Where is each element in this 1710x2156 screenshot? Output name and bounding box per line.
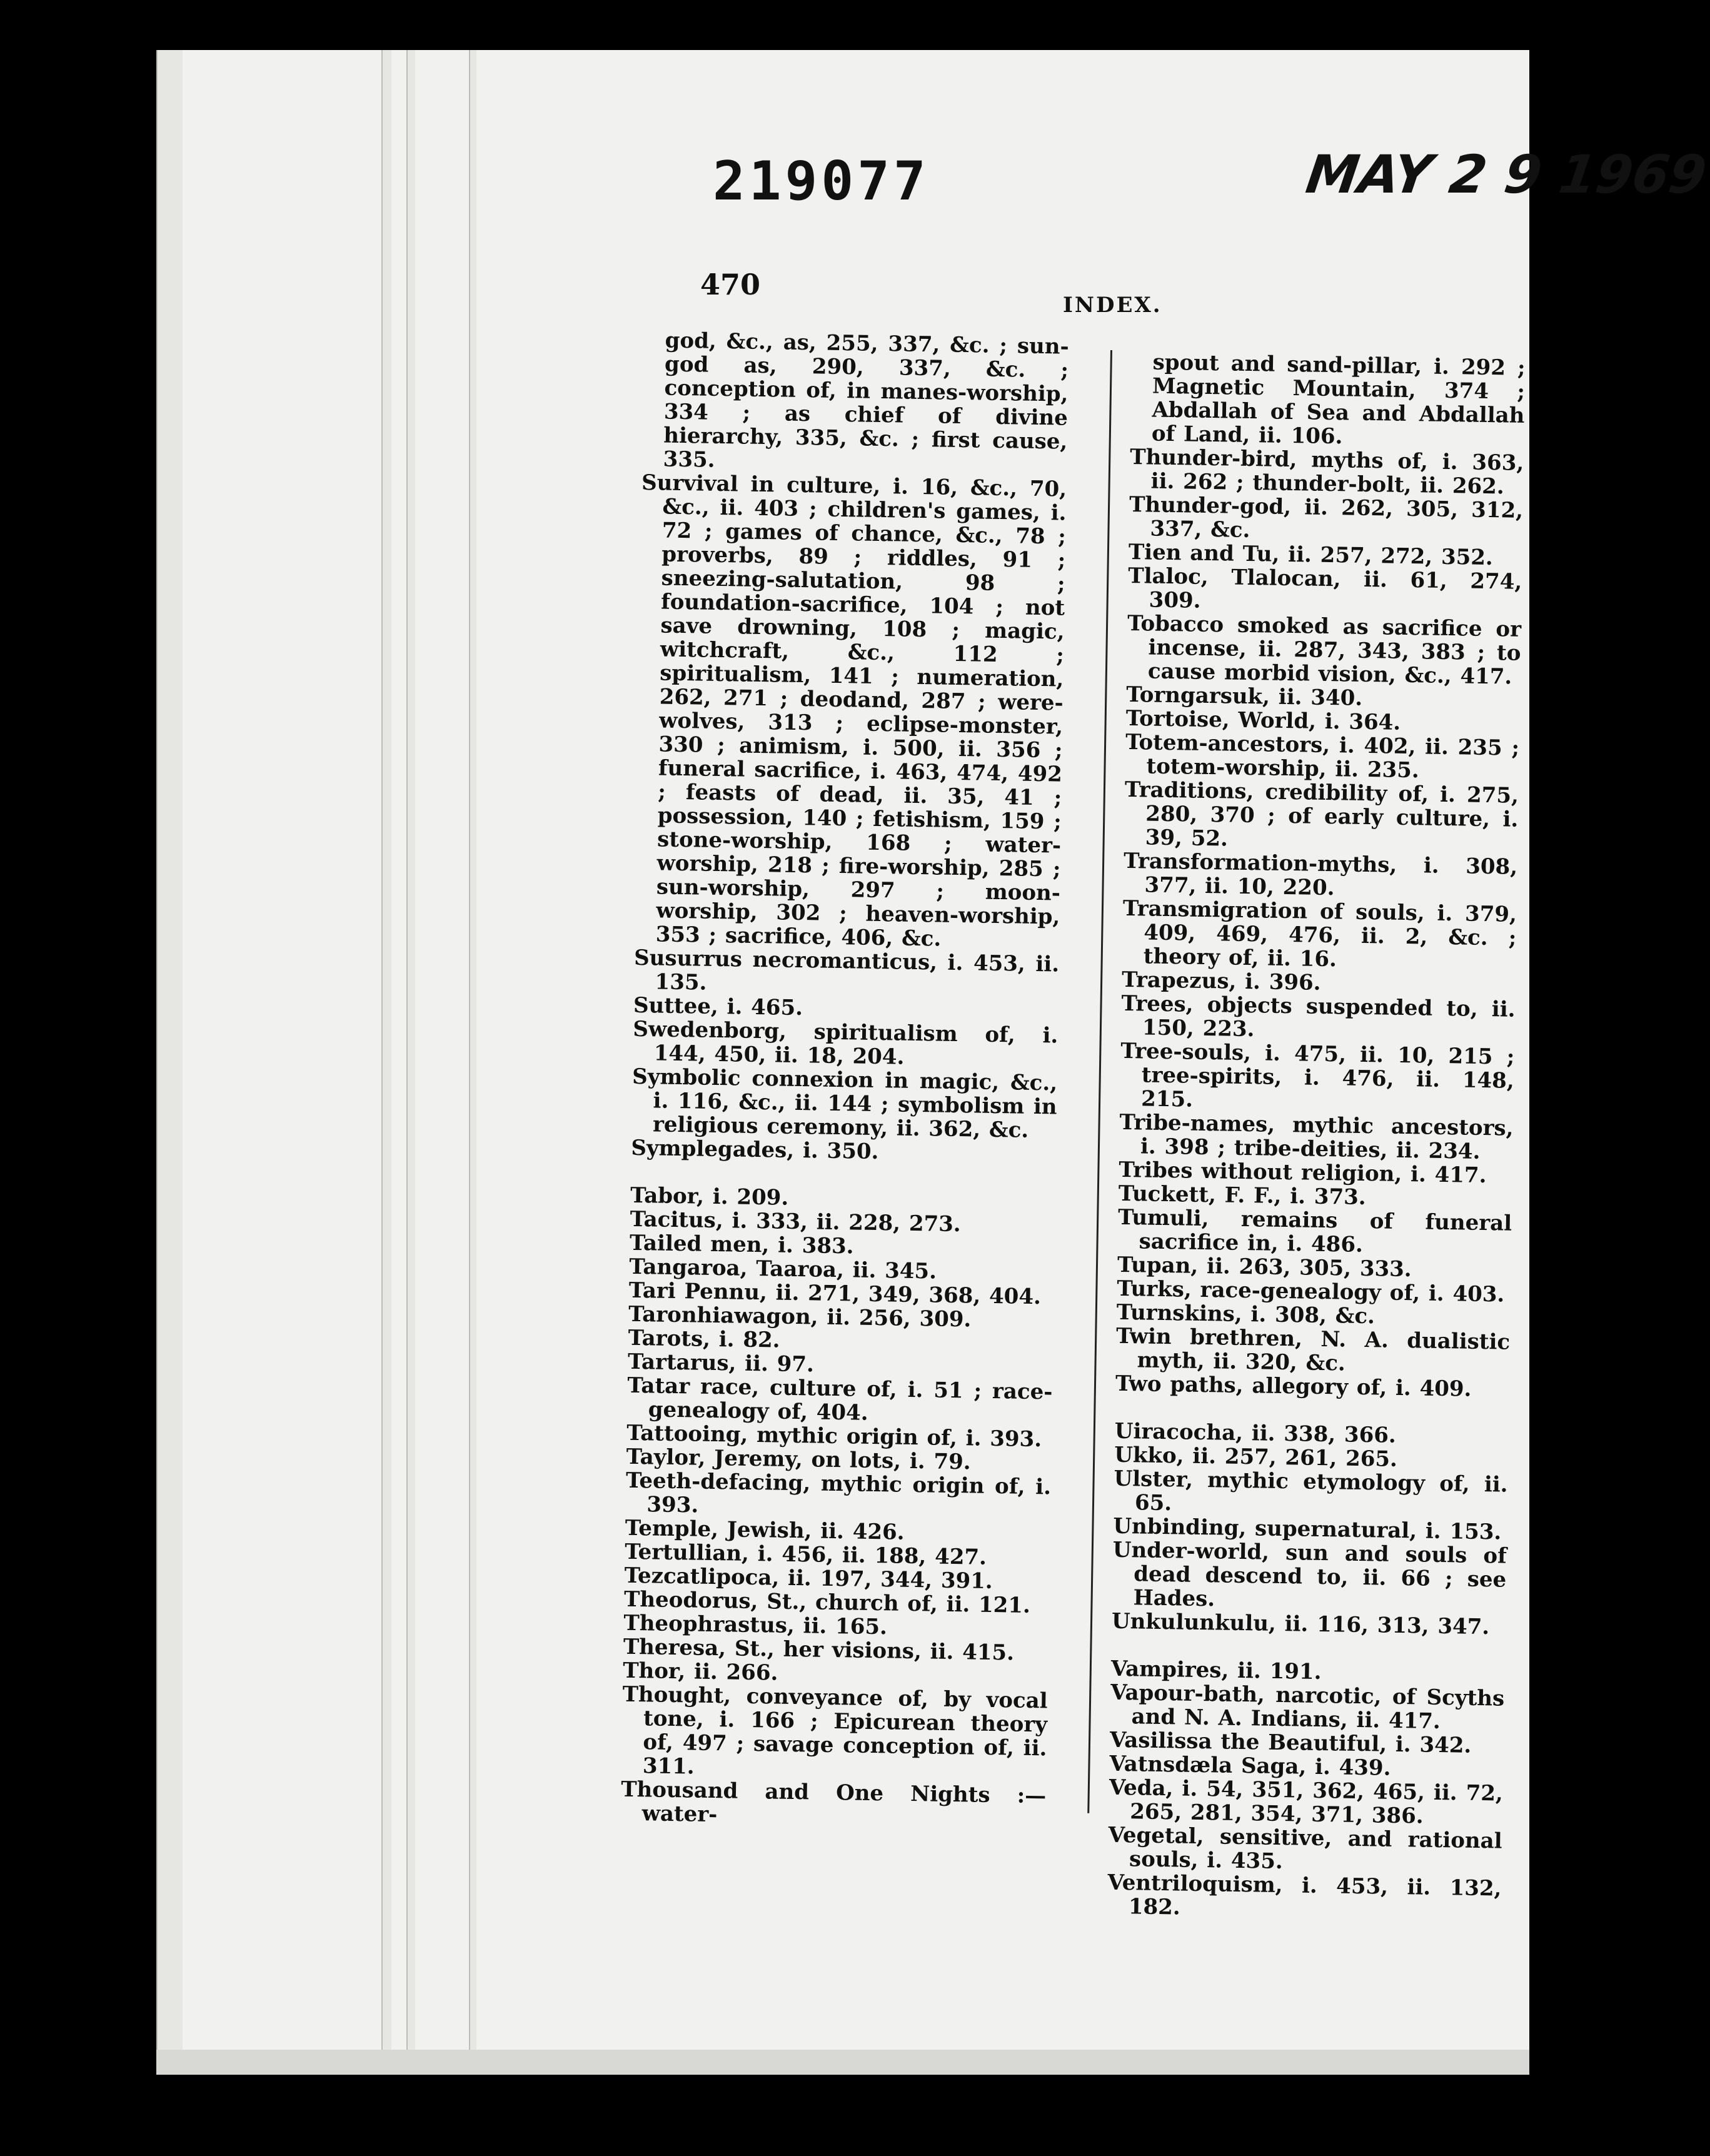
index-entry: Ventriloquism, i. 453, ii. 132, 182. (1107, 1870, 1502, 1920)
index-entry: Two paths, allegory of, i. 409. (1115, 1371, 1472, 1402)
index-entry: Unbinding, supernatural, i. 153. (1113, 1513, 1502, 1545)
index-entry: Unkulunkulu, ii. 116, 313, 347. (1111, 1608, 1490, 1640)
index-entry: Tattooing, mythic origin of, i. 393. (626, 1420, 1042, 1453)
index-entry: Theodorus, St., church of, ii. 121. (623, 1586, 1031, 1618)
index-entry: god, &c., as, 255, 337, &c. ; sun-god as, 290, 337, &c. ; conception of, in manes-worship, 334 ; as chief of divine hierarchy, 335, &c. ; first cause, 335. (663, 328, 1069, 473)
index-entry: Ukko, ii. 257, 261, 265. (1114, 1442, 1398, 1472)
index-entry: Ulster, mythic etymology of, ii. 65. (1114, 1466, 1508, 1516)
index-entry: Symplegades, i. 350. (631, 1135, 879, 1165)
index-entry: Tobacco smoked as sacrifice or incense, ii. 287, 343, 383 ; to cause morbid vision, &c., 417. (1127, 610, 1522, 690)
index-entry: Thunder-bird, myths of, i. 363, ii. 262 ; thunder-bolt, ii. 262. (1129, 444, 1524, 500)
index-entry: Survival in culture, i. 16, &c., 70, &c., ii. 403 ; children's games, i. 72 ; games of chance, &c., 78 ; proverbs, 89 ; riddles, 91 ; sneezing-salutation, 98 ; foundation-sacrifice, 104 ; not save drowning, 108 ; magic, witchcraft, &c., 112 ; spiritualism, 141 ; numeration, 262, 271 ; deodand, 287 ; were-wolves, 313 ; eclipse-monster, 330 ; animism, i. 500, ii. 356 ; funeral sacrifice, i. 463, 474, 492 ; feasts of dead, ii. 35, 41 ; possession, 140 ; fetishism, 159 ; stone-worship, 168 ; water-worship, 218 ; fire-worship, 285 ; sun-worship, 297 ; moon-worship, 302 ; heaven-worship, 353 ; sacrifice, 406, &c. (641, 470, 1067, 952)
index-entry: Under-world, sun and souls of dead descend to, ii. 66 ; see Hades. (1112, 1537, 1507, 1612)
index-entry: Veda, i. 54, 351, 362, 465, ii. 72, 265, 281, 354, 371, 386. (1109, 1775, 1504, 1829)
index-entry: spout and sand-pillar, i. 292 ; Magnetic Mountain, 374 ; Abdallah of Sea and Abdallah of Land, ii. 106. (1151, 350, 1526, 450)
index-entry: Tuckett, F. F., i. 373. (1118, 1181, 1366, 1211)
page-edge (381, 50, 391, 2070)
page-bottom-edge (156, 2050, 1529, 2075)
index-entry: Symbolic connexion in magic, &c., i. 116, &c., ii. 144 ; symbolism in religious ceremony, ii. 362, &c. (631, 1064, 1058, 1143)
index-entry: Tribe-names, mythic ancestors, i. 398 ; tribe-deities, ii. 234. (1119, 1109, 1514, 1164)
index-entry: Totem-ancestors, i. 402, ii. 235 ; totem-worship, ii. 235. (1125, 729, 1520, 783)
index-entry: Tertullian, i. 456, ii. 188, 427. (624, 1539, 987, 1570)
index-entry: Torngarsuk, ii. 340. (1126, 682, 1363, 711)
index-entry: Tabor, i. 209. (630, 1182, 789, 1211)
running-head: INDEX. (1063, 293, 1162, 318)
index-entry: Tartarus, ii. 97. (627, 1349, 815, 1378)
index-entry: Teeth-defacing, mythic origin of, i. 393. (625, 1468, 1052, 1518)
index-entry: Tarots, i. 82. (628, 1325, 780, 1353)
index-entry: Transmigration of souls, i. 379, 409, 469, 476, ii. 2, &c. ; theory of, ii. 16. (1122, 895, 1517, 972)
index-entry: Thought, conveyance of, by vocal tone, i. 166 ; Epicurean theory of, 497 ; savage conception of, ii. 311. (622, 1681, 1048, 1780)
index-entry: Theophrastus, ii. 165. (623, 1610, 888, 1640)
index-entry: Vegetal, sensitive, and rational souls, i. 435. (1108, 1822, 1502, 1875)
index-entry: Trees, objects suspended to, ii. 150, 223. (1121, 990, 1516, 1042)
index-entry: Tortoise, World, i. 364. (1125, 705, 1401, 735)
date-stamp: MAY 2 9 1969 (1302, 144, 1710, 205)
index-entry: Tatar race, culture of, i. 51 ; race-genealogy of, 404. (627, 1373, 1053, 1426)
accession-number-stamp: 219077 (713, 150, 930, 213)
index-entry: Vasilissa the Beautiful, i. 342. (1109, 1727, 1472, 1758)
index-entry: Tangaroa, Taaroa, ii. 345. (629, 1254, 937, 1284)
index-entry: Tacitus, i. 333, ii. 228, 273. (630, 1206, 962, 1237)
index-entry: Trapezus, i. 396. (1121, 967, 1321, 995)
page-edge (469, 50, 476, 2070)
index-entry: Tribes without religion, i. 417. (1119, 1157, 1487, 1189)
index-entry: Turks, race-genealogy of, i. 403. (1117, 1276, 1505, 1307)
index-entry: Tien and Tu, ii. 257, 272, 352. (1128, 539, 1494, 571)
index-entry: Uiracocha, ii. 338, 366. (1114, 1418, 1397, 1448)
index-column-right (1107, 350, 1526, 1925)
index-entry: Transformation-myths, i. 308, 377, ii. 10, 220. (1123, 848, 1518, 901)
index-entry: Tupan, ii. 263, 305, 333. (1117, 1252, 1412, 1282)
index-entry: Swedenborg, spiritualism of, i. 144, 450, ii. 18, 204. (633, 1016, 1059, 1070)
index-entry: Susurrus necromanticus, i. 453, ii. 135. (633, 945, 1060, 995)
index-entry: Tezcatlipoca, ii. 197, 344, 391. (624, 1563, 993, 1594)
index-entry: Thunder-god, ii. 262, 305, 312, 337, &c. (1129, 491, 1524, 543)
index-entry: Turnskins, i. 308, &c. (1116, 1299, 1376, 1329)
index-entry: Thousand and One Nights :—water- (620, 1776, 1047, 1828)
index-entry: Twin brethren, N. A. dualistic myth, ii. 320, &c. (1115, 1323, 1511, 1376)
page-edge (406, 50, 415, 2070)
index-entry: Vampires, ii. 191. (1110, 1656, 1322, 1685)
index-entry: Vapour-bath, narcotic, of Scyths and N. A. Indians, ii. 417. (1110, 1680, 1505, 1735)
index-entry: Taylor, Jeremy, on lots, i. 79. (626, 1444, 971, 1475)
index-entry: Suttee, i. 465. (633, 992, 803, 1021)
index-entry: Tailed men, i. 383. (629, 1230, 854, 1259)
page-number: 470 (700, 268, 761, 301)
index-entry: Tree-souls, i. 475, ii. 10, 215 ; tree-spirits, i. 476, ii. 148, 215. (1120, 1038, 1515, 1112)
index-entry: Taronhiawagon, ii. 256, 309. (628, 1301, 972, 1332)
index-entry: Tari Pennu, ii. 271, 349, 368, 404. (628, 1277, 1042, 1310)
index-entry: Thor, ii. 266. (622, 1658, 778, 1686)
index-entry: Vatnsdæla Saga, i. 439. (1109, 1751, 1391, 1781)
index-entry: Temple, Jewish, ii. 426. (625, 1515, 905, 1545)
index-entry: Theresa, St., her visions, ii. 415. (623, 1634, 1015, 1666)
index-entry: Tlaloc, Tlalocan, ii. 61, 274, 309. (1128, 563, 1522, 613)
page-edge (156, 50, 183, 2070)
index-column-left (620, 328, 1069, 1831)
index-entry: Traditions, credibility of, i. 275, 280, 370 ; of early culture, i. 39, 52. (1124, 777, 1519, 852)
index-entry: Tumuli, remains of funeral sacrifice in, i. 486. (1117, 1204, 1512, 1257)
